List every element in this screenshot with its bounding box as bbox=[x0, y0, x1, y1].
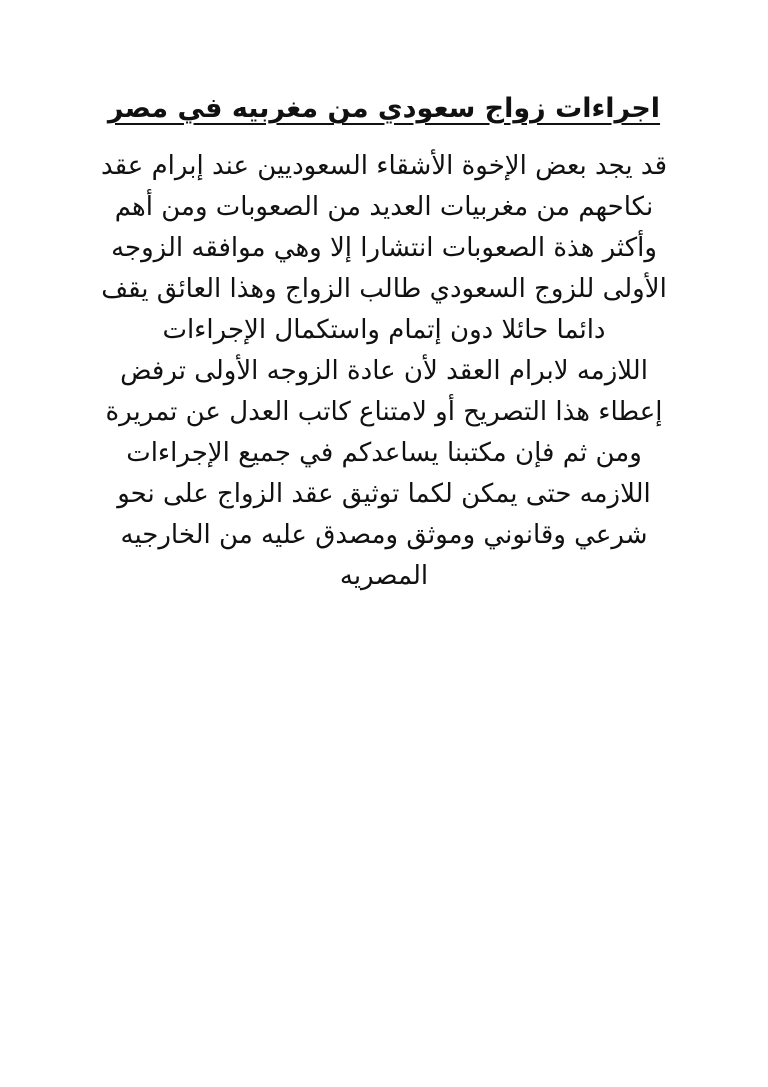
body-line: قد يجد بعض الإخوة الأشقاء السعوديين عند إبرام عقد bbox=[100, 151, 668, 181]
body-line: المصريه bbox=[339, 561, 429, 591]
body-line: إعطاء هذا التصريح أو لامتناع كاتب العدل عن تمريرة bbox=[105, 397, 663, 427]
document-title-text: اجراءات زواج سعودي من مغربيه في مصر bbox=[107, 93, 661, 124]
document-title bbox=[0, 92, 768, 126]
body-line: وأكثر هذة الصعوبات انتشارا إلا وهي موافقه الزوجه bbox=[111, 233, 657, 263]
body-line: الأولى للزوج السعودي طالب الزواج وهذا العائق يقف bbox=[101, 274, 667, 304]
body-line: دائما حائلا دون إتمام واستكمال الإجراءات bbox=[162, 315, 606, 345]
body-line: نكاحهم من مغربيات العديد من الصعوبات ومن أهم bbox=[114, 192, 654, 222]
body-line: ومن ثم فإن مكتبنا يساعدكم في جميع الإجراءات bbox=[126, 438, 642, 468]
document-body bbox=[100, 146, 668, 597]
body-line: اللازمه حتى يمكن لكما توثيق عقد الزواج على نحو bbox=[117, 479, 651, 509]
body-line: اللازمه لابرام العقد لأن عادة الزوجه الأولى ترفض bbox=[120, 356, 648, 386]
body-line: شرعي وقانوني وموثق ومصدق عليه من الخارجيه bbox=[120, 520, 648, 550]
